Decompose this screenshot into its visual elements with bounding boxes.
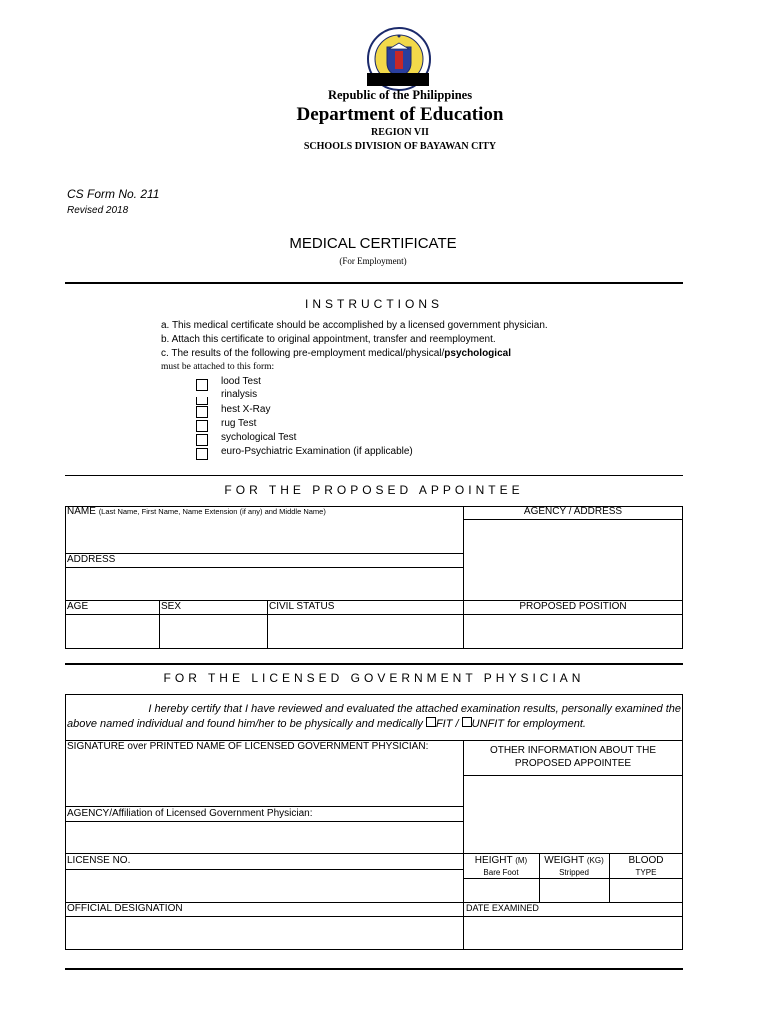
certification-text: above named individual and found him/her to be physically and medically [67, 718, 426, 730]
checkbox-chest-xray[interactable] [196, 406, 208, 418]
instruction-c [161, 348, 511, 359]
table-divider [65, 806, 463, 807]
divider [65, 663, 683, 665]
department-heading: Department of Education [296, 104, 504, 125]
agency-address-label: AGENCY / ADDRESS [523, 506, 623, 517]
checkbox-drug-test[interactable] [196, 420, 208, 432]
weight-label-text: WEIGHT [544, 855, 585, 866]
sex-label: SEX [161, 601, 182, 612]
divider [65, 282, 683, 284]
weight-sub: Stripped [559, 868, 589, 877]
height-unit: (M) [515, 856, 528, 865]
physician-agency-label: AGENCY/Affiliation of Licensed Government Physician: [67, 808, 313, 819]
official-designation-field[interactable] [66, 917, 462, 949]
check-item-psychological-test: sychological Test [221, 432, 297, 443]
fit-checkbox[interactable] [426, 717, 436, 727]
fit-unfit-separator: / [452, 718, 462, 730]
license-label: LICENSE NO. [67, 855, 131, 866]
certification-line-1: I hereby certify that I have reviewed and evaluated the attached examination results, personally examined the [148, 703, 681, 715]
check-item-urinalysis: rinalysis [221, 389, 258, 400]
name-hint: (Last Name, First Name, Name Extension (if any) and Middle Name) [98, 507, 326, 516]
instruction-c-text: c. The results of the following pre-employment medical/physical/ [161, 348, 445, 359]
instruction-c-suffix: must be attached to this form: [161, 362, 275, 372]
physician-heading: FOR THE LICENSED GOVERNMENT PHYSICIAN [163, 671, 585, 685]
divider [65, 475, 683, 476]
check-item-blood-test: lood Test [221, 376, 261, 387]
date-examined-field[interactable] [464, 917, 682, 949]
check-item-chest-xray: hest X-Ray [221, 404, 271, 415]
age-label: AGE [67, 601, 89, 612]
instructions-heading: INSTRUCTIONS [305, 297, 443, 311]
height-sub: Bare Foot [483, 868, 519, 877]
weight-unit: (KG) [586, 856, 604, 865]
date-examined-label: DATE EXAMINED [466, 903, 539, 913]
name-field[interactable] [66, 520, 462, 552]
other-info-line-2: PROPOSED APPOINTEE [514, 758, 632, 769]
republic-heading: Republic of the Philippines [327, 88, 473, 102]
name-label [67, 506, 326, 517]
division-heading: SCHOOLS DIVISION OF BAYAWAN CITY [303, 141, 497, 152]
certification-line-2 [67, 717, 586, 730]
instruction-a: a. This medical certificate should be accomplished by a licensed government physician. [161, 320, 548, 331]
checkbox-urinalysis-mask [195, 392, 208, 397]
certification-end: for employment. [504, 718, 586, 730]
appointee-heading: FOR THE PROPOSED APPOINTEE [224, 483, 524, 497]
instruction-c-bold: psychological [444, 348, 511, 359]
form-revised: Revised 2018 [67, 205, 129, 216]
other-info-line-1: OTHER INFORMATION ABOUT THE [489, 745, 657, 756]
agency-address-field[interactable] [464, 520, 682, 599]
region-heading: REGION VII [371, 127, 429, 138]
proposed-position-label: PROPOSED POSITION [519, 601, 627, 612]
page-subtitle: (For Employment) [339, 256, 407, 266]
height-field[interactable] [464, 879, 538, 901]
check-item-neuro-psychiatric: euro-Psychiatric Examination (if applicable) [221, 446, 413, 457]
divider [65, 968, 683, 970]
signature-label: SIGNATURE over PRINTED NAME OF LICENSED GOVERNMENT PHYSICIAN: [67, 741, 429, 752]
physician-agency-field[interactable] [66, 822, 462, 852]
license-field[interactable] [66, 870, 462, 901]
unfit-label: UNFIT [471, 718, 505, 730]
redaction-bar [367, 73, 429, 86]
official-designation-label: OFFICIAL DESIGNATION [67, 903, 183, 914]
checkbox-blood-test[interactable] [196, 379, 208, 391]
blood-type-field[interactable] [610, 879, 682, 901]
signature-field[interactable] [66, 755, 462, 805]
sex-field[interactable] [160, 615, 266, 648]
civil-status-label: CIVIL STATUS [269, 601, 335, 612]
name-label-text: NAME [67, 506, 96, 517]
weight-field[interactable] [540, 879, 608, 901]
proposed-position-field[interactable] [464, 615, 682, 648]
other-info-field[interactable] [464, 776, 682, 852]
form-number: CS Form No. 211 [67, 187, 160, 201]
table-divider [65, 553, 463, 554]
civil-status-field[interactable] [268, 615, 462, 648]
table-divider [65, 853, 683, 854]
checkbox-neuro-psychiatric[interactable] [196, 448, 208, 460]
fit-label: FIT [435, 718, 453, 730]
page-title: MEDICAL CERTIFICATE [289, 235, 457, 252]
checkbox-psychological-test[interactable] [196, 434, 208, 446]
check-item-drug-test: rug Test [221, 418, 257, 429]
blood-type-label [609, 855, 683, 879]
address-label: ADDRESS [67, 554, 116, 565]
age-field[interactable] [66, 615, 158, 648]
unfit-checkbox[interactable] [462, 717, 472, 727]
instruction-b: b. Attach this certificate to original appointment, transfer and reemployment. [161, 334, 496, 345]
weight-label [539, 855, 609, 879]
blood-label-text: BLOOD [628, 855, 664, 866]
height-label [463, 855, 539, 879]
blood-sub: TYPE [635, 868, 657, 877]
other-info-label [463, 744, 683, 770]
height-label-text: HEIGHT [474, 855, 513, 866]
address-field[interactable] [66, 568, 462, 599]
